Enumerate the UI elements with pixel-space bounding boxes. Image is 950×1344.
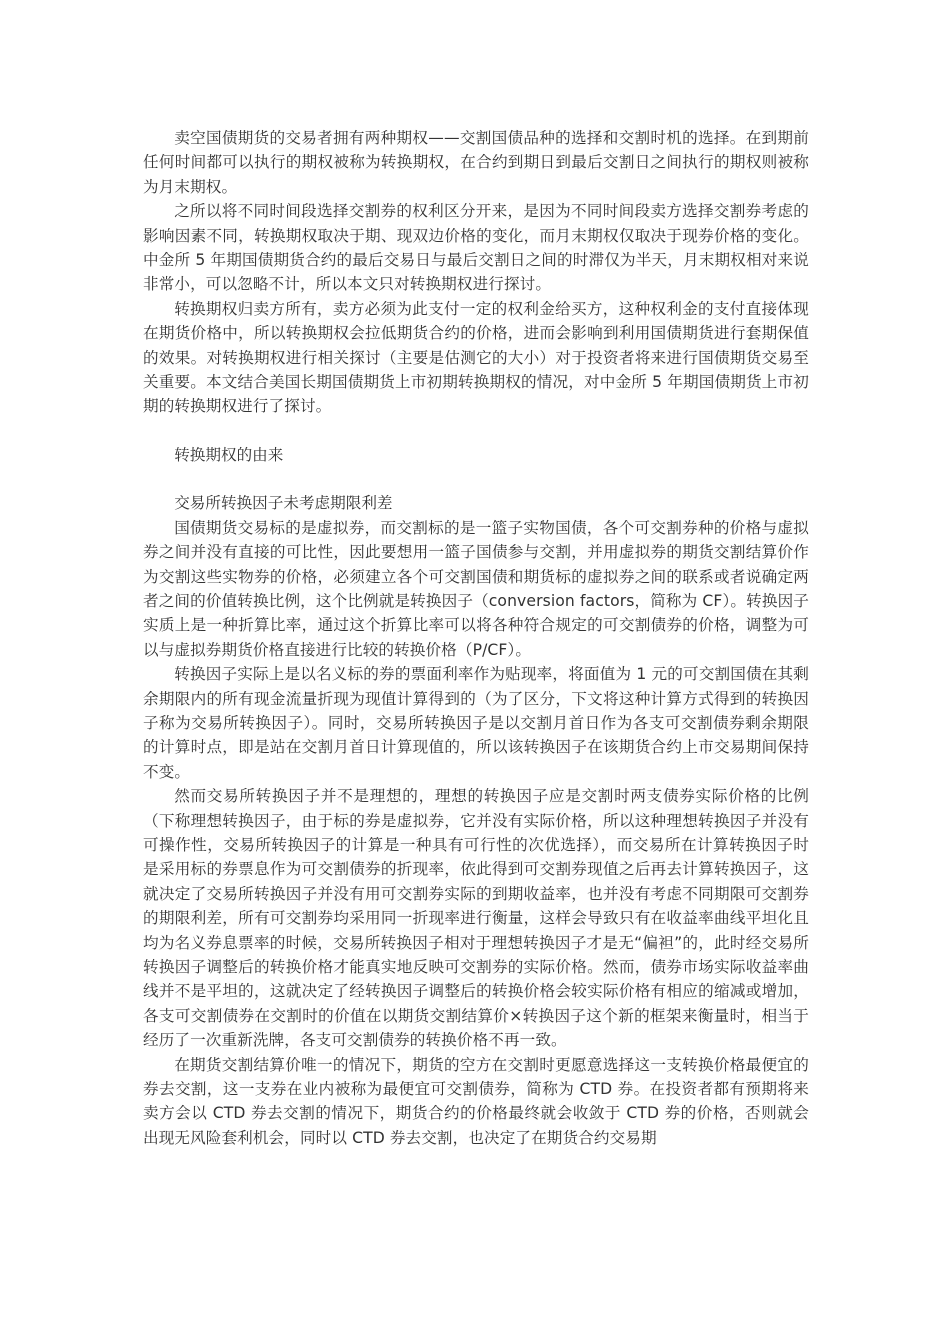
spacer: [143, 467, 809, 491]
paragraph-body-1: 国债期货交易标的是虚拟券，而交割标的是一篮子实物国债，各个可交割券种的价格与虚拟券之间并没有直接的可比性，因此要想用一篮子国债参与交割，并用虚拟券的期货交割结算价作为交割这些实物券的价格，必须建立各个可交割国债和期货标的虚拟券之间的联系或者说确定两者之间的价值转换比例，这个比例就是转换因子（conversion factors，简称为 CF）。转换因子实质上是一种折算比率，通过这个折算比率可以将各种符合规定的可交割债券的价格，调整为可以与虚拟券期货价格直接进行比较的转换价格（P/CF）。: [143, 518, 809, 659]
paragraph-intro-1: 卖空国债期货的交易者拥有两种期权——交割国债品种的选择和交割时机的选择。在到期前任何时间都可以执行的期权被称为转换期权，在合约到期日到最后交割日之间执行的期权则被称为月末期权。: [143, 129, 809, 196]
paragraph-intro-3: 转换期权归卖方所有，卖方必须为此支付一定的权利金给买方，这种权利金的支付直接体现在期货价格中，所以转换期权会拉低期货合约的价格，进而会影响到利用国债期货进行套期保值的效果。对转换期权进行相关探讨（主要是估测它的大小）对于投资者将来进行国债期货交易至关重要。本文结合美国长期国债期货上市初期转换期权的情况，对中金所 5 年期国债期货上市初期的转换期权进行了探讨。: [143, 299, 809, 416]
paragraph-intro-2: 之所以将不同时间段选择交割券的权利区分开来，是因为不同时间段卖方选择交割券考虑的影响因素不同，转换期权取决于期、现双边价格的变化，而月末期权仅取决于现券价格的变化。中金所 5 年期国债期货合约的最后交易日与最后交割日之间的时滞仅为半天，月末期权相对来说非常小，可以忽略不计，所以本文只对转换期权进行探讨。: [143, 202, 809, 294]
section-heading: 转换期权的由来: [174, 445, 284, 464]
document-page: [143, 126, 809, 1150]
paragraph-body-4: 在期货交割结算价唯一的情况下，期货的空方在交割时更愿意选择这一支转换价格最便宜的券去交割，这一支券在业内被称为最便宜可交割债券，简称为 CTD 券。在投资者都有预期将来卖方会以 CTD 券去交割的情况下，期货合约的价格最终就会收敛于 CTD 券的价格，否则就会出现无风险套利机会，同时以 CTD 券去交割，也决定了在期货合约交易期: [143, 1055, 809, 1147]
spacer: [143, 419, 809, 443]
subsection-heading: 交易所转换因子未考虑期限利差: [174, 494, 393, 513]
paragraph-body-3: 然而交易所转换因子并不是理想的，理想的转换因子应是交割时两支债券实际价格的比例（下称理想转换因子，由于标的券是虚拟券，它并没有实际价格，所以这种理想转换因子并没有可操作性，交易所转换因子的计算是一种具有可行性的次优选择），而交易所在计算转换因子时是采用标的券票息作为可交割债券的折现率，依此得到可交割券现值之后再去计算转换因子，这就决定了交易所转换因子并没有用可交割券实际的到期收益率，也并没有考虑不同期限可交割券的期限利差，所有可交割券均采用同一折现率进行衡量，这样会导致只有在收益率曲线平坦化且均为名义券息票率的时候，交易所转换因子相对于理想转换因子才是无“偏袒”的，此时经交易所转换因子调整后的转换价格才能真实地反映可交割券的实际价格。然而，债券市场实际收益率曲线并不是平坦的，这就决定了经转换因子调整后的转换价格会较实际价格有相应的缩减或增加，各支可交割债券在交割时的价值在以期货交割结算价×转换因子这个新的框架来衡量时，相当于经历了一次重新洗牌，各支可交割债券的转换价格不再一致。: [143, 787, 809, 1050]
paragraph-body-2: 转换因子实际上是以名义标的券的票面利率作为贴现率，将面值为 1 元的可交割国债在其剩余期限内的所有现金流量折现为现值计算得到的（为了区分，下文将这种计算方式得到的转换因子称为交易所转换因子）。同时，交易所转换因子是以交割月首日作为各支可交割债券剩余期限的计算时点，即是站在交割月首日计算现值的，所以该转换因子在该期货合约上市交易期间保持不变。: [143, 665, 809, 781]
